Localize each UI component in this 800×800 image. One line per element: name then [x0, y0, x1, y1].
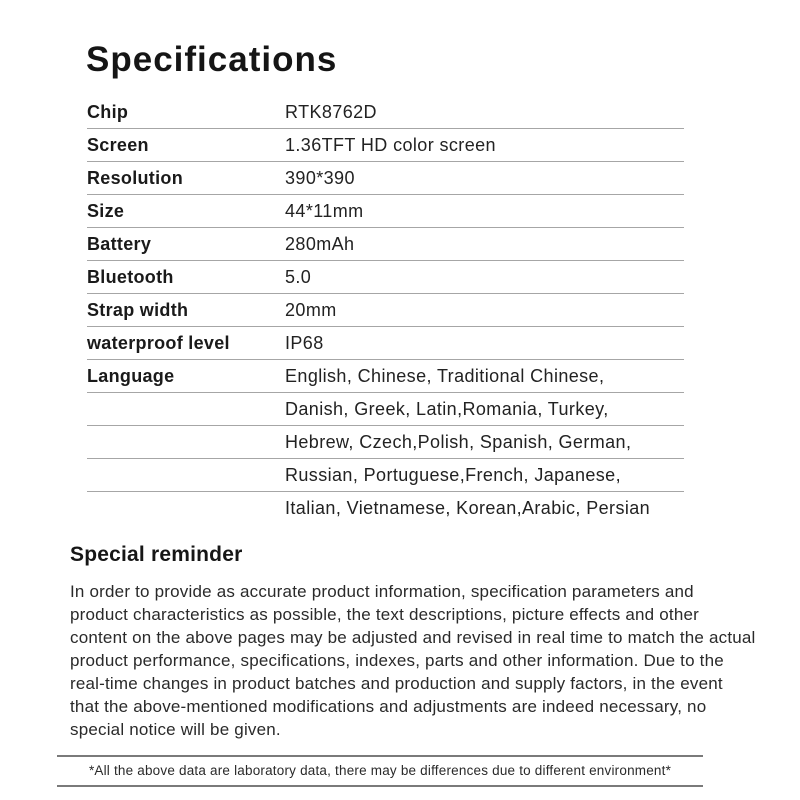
spec-row-size: [87, 195, 684, 228]
spec-label: waterproof level: [87, 332, 230, 353]
spec-row-battery: [87, 228, 684, 261]
spec-value: 390*390: [285, 167, 355, 188]
footer-disclaimer: [57, 755, 703, 787]
spec-value: 1.36TFT HD color screen: [285, 134, 496, 155]
spec-label: Bluetooth: [87, 266, 174, 287]
special-reminder-text: In order to provide as accurate product information, specification parameters and product characteristics as possible, the text descriptions, picture effects and other content on the above pages may be adjusted and revised in real time to match the actual product performance, specifications, indexes, parts and other information. Due to the real-time changes in product batches and production and supply factors, in the event that the above-mentioned modifications and adjustments are indeed necessary, no special notice will be given.: [70, 582, 756, 739]
spec-value: 20mm: [285, 299, 337, 320]
spec-value: Russian, Portuguese,French, Japanese,: [285, 464, 621, 485]
spec-value: IP68: [285, 332, 324, 353]
spec-label: Language: [87, 365, 175, 386]
spec-value: English, Chinese, Traditional Chinese,: [285, 365, 605, 386]
spec-value: Hebrew, Czech,Polish, Spanish, German,: [285, 431, 632, 452]
spec-value: 5.0: [285, 266, 312, 287]
spec-row-bluetooth: [87, 261, 684, 294]
spec-row-strap-width: [87, 294, 684, 327]
spec-row-waterproof-level: [87, 327, 684, 360]
spec-row-language-cont: [87, 492, 684, 524]
spec-value: RTK8762D: [285, 101, 377, 122]
spec-label: Chip: [87, 101, 129, 122]
spec-value: 280mAh: [285, 233, 355, 254]
spec-row-chip: [87, 96, 684, 129]
spec-value: Danish, Greek, Latin,Romania, Turkey,: [285, 398, 609, 419]
spec-row-resolution: [87, 162, 684, 195]
spec-value: Italian, Vietnamese, Korean,Arabic, Persian: [285, 497, 651, 518]
spec-label: Screen: [87, 134, 149, 155]
spec-row-language-cont: [87, 393, 684, 426]
spec-row-screen: [87, 129, 684, 162]
spec-row-language-cont: [87, 459, 684, 492]
special-reminder-section: [70, 543, 760, 741]
spec-value: 44*11mm: [285, 200, 364, 221]
spec-label: Battery: [87, 233, 152, 254]
footer-disclaimer-text: *All the above data are laboratory data, there may be differences due to different environment*: [88, 763, 672, 778]
spec-label: Strap width: [87, 299, 189, 320]
spec-row-language: [87, 360, 684, 393]
page-title: Specifications: [86, 40, 338, 79]
spec-table: [87, 96, 684, 524]
special-reminder-heading: Special reminder: [70, 543, 243, 566]
spec-row-language-cont: [87, 426, 684, 459]
spec-label: Size: [87, 200, 125, 221]
spec-label: Resolution: [87, 167, 183, 188]
